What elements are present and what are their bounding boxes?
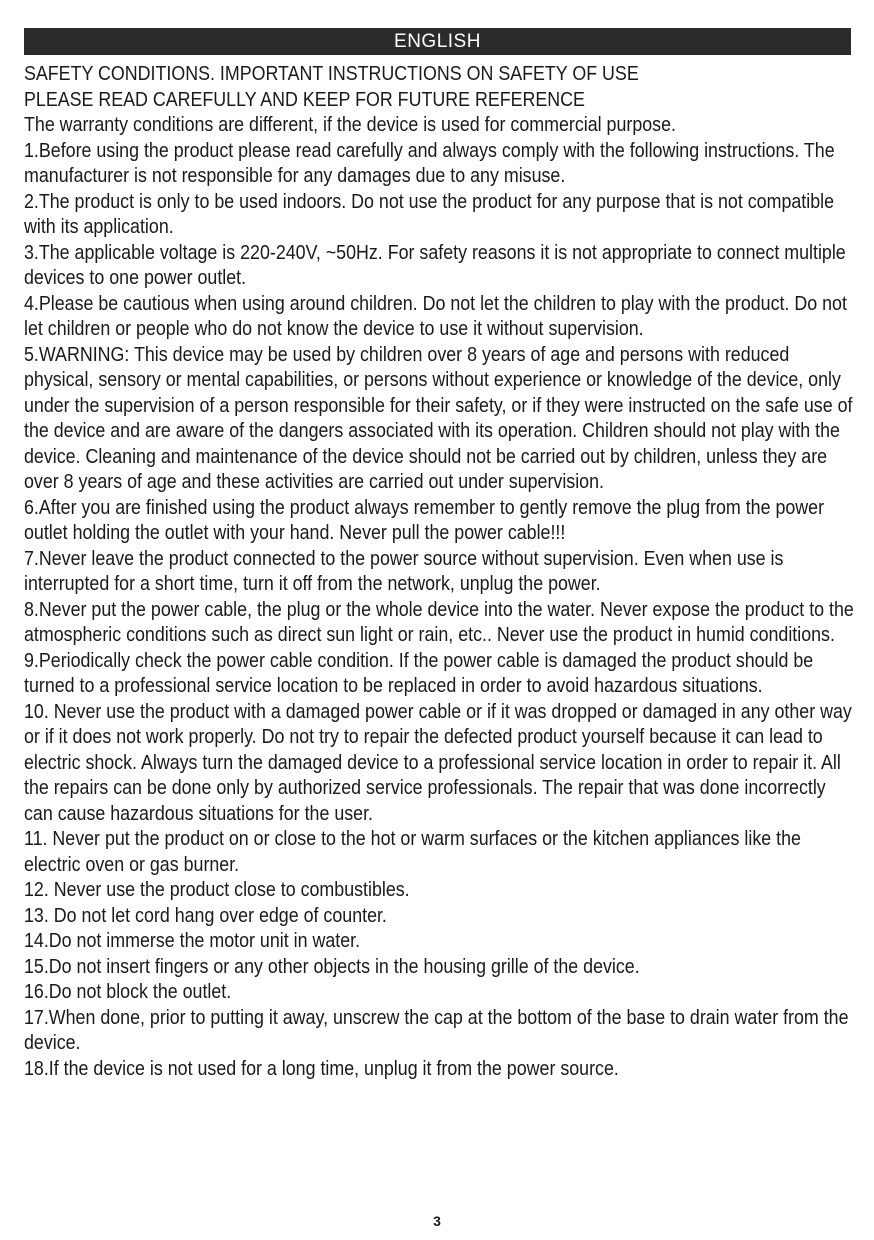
read-carefully-heading: PLEASE READ CAREFULLY AND KEEP FOR FUTURE REFERENCE	[24, 87, 585, 111]
instruction-item: 6.After you are finished using the product always remember to gently remove the plug from the power outlet holding the outlet with your hand. Never pull the power cable!!!	[24, 495, 825, 544]
instruction-item: 4.Please be cautious when using around children. Do not let the children to play with the product. Do not let children or people who do not know the device to use it without supervision.	[24, 291, 847, 340]
page-number: 3	[433, 1213, 441, 1229]
safety-instructions-body	[24, 61, 856, 1081]
instruction-item: 12. Never use the product close to combustibles.	[24, 878, 410, 901]
instruction-item: 17.When done, prior to putting it away, unscrew the cap at the bottom of the base to drain water from the device.	[24, 1005, 849, 1054]
instruction-item: 8.Never put the power cable, the plug or the whole device into the water. Never expose the product to the atmospheric conditions such as direct sun light or rain, etc.. Never use the product in humid conditions.	[24, 597, 854, 646]
instruction-item: 11. Never put the product on or close to the hot or warm surfaces or the kitchen appliances like the electric oven or gas burner.	[24, 827, 801, 876]
language-label: ENGLISH	[394, 31, 481, 52]
safety-heading: SAFETY CONDITIONS. IMPORTANT INSTRUCTIONS ON SAFETY OF USE	[24, 62, 639, 85]
instruction-item: 18.If the device is not used for a long time, unplug it from the power source.	[24, 1056, 619, 1080]
instruction-item: 1.Before using the product please read carefully and always comply with the following instructions. The manufacturer is not responsible for any damages due to any misuse.	[24, 138, 835, 187]
instruction-item: 5.WARNING: This device may be used by children over 8 years of age and persons with reduced physical, sensory or mental capabilities, or persons without experience or knowledge of the device, only under the supervision of a person responsible for their safety, or if they were instructed on the safe use of the device and are aware of the dangers associated with its operation. Children should not play with the device. Cleaning and maintenance of the device should not be carried out by children, unless they are over 8 years of age and these activities are carried out under supervision.	[24, 342, 853, 493]
instruction-item: 14.Do not immerse the motor unit in water.	[24, 929, 361, 952]
instruction-item: 7.Never leave the product connected to the power source without supervision. Even when use is interrupted for a short time, turn it off from the network, unplug the power.	[24, 546, 784, 595]
instruction-item: 10. Never use the product with a damaged power cable or if it was dropped or damaged in any other way or if it does not work properly. Do not try to repair the defected product yourself because it can lead to electric shock. Always turn the damaged device to a professional service location in order to repair it. All the repairs can be done only by authorized service professionals. The repair that was done incorrectly can cause hazardous situations for the user.	[24, 699, 852, 825]
instruction-item: 16.Do not block the outlet.	[24, 980, 232, 1003]
instruction-item: 3.The applicable voltage is 220-240V, ~50Hz. For safety reasons it is not appropriate to connect multiple devices to one power outlet.	[24, 240, 846, 289]
language-header-bar	[24, 28, 851, 55]
instruction-item: 15.Do not insert fingers or any other objects in the housing grille of the device.	[24, 954, 640, 978]
warranty-note: The warranty conditions are different, if the device is used for commercial purpose.	[24, 113, 676, 136]
instruction-item: 2.The product is only to be used indoors. Do not use the product for any purpose that is not compatible with its application.	[24, 189, 834, 238]
instruction-item: 9.Periodically check the power cable condition. If the power cable is damaged the product should be turned to a professional service location to be replaced in order to avoid hazardous situations.	[24, 648, 814, 697]
instruction-item: 13. Do not let cord hang over edge of counter.	[24, 903, 387, 927]
